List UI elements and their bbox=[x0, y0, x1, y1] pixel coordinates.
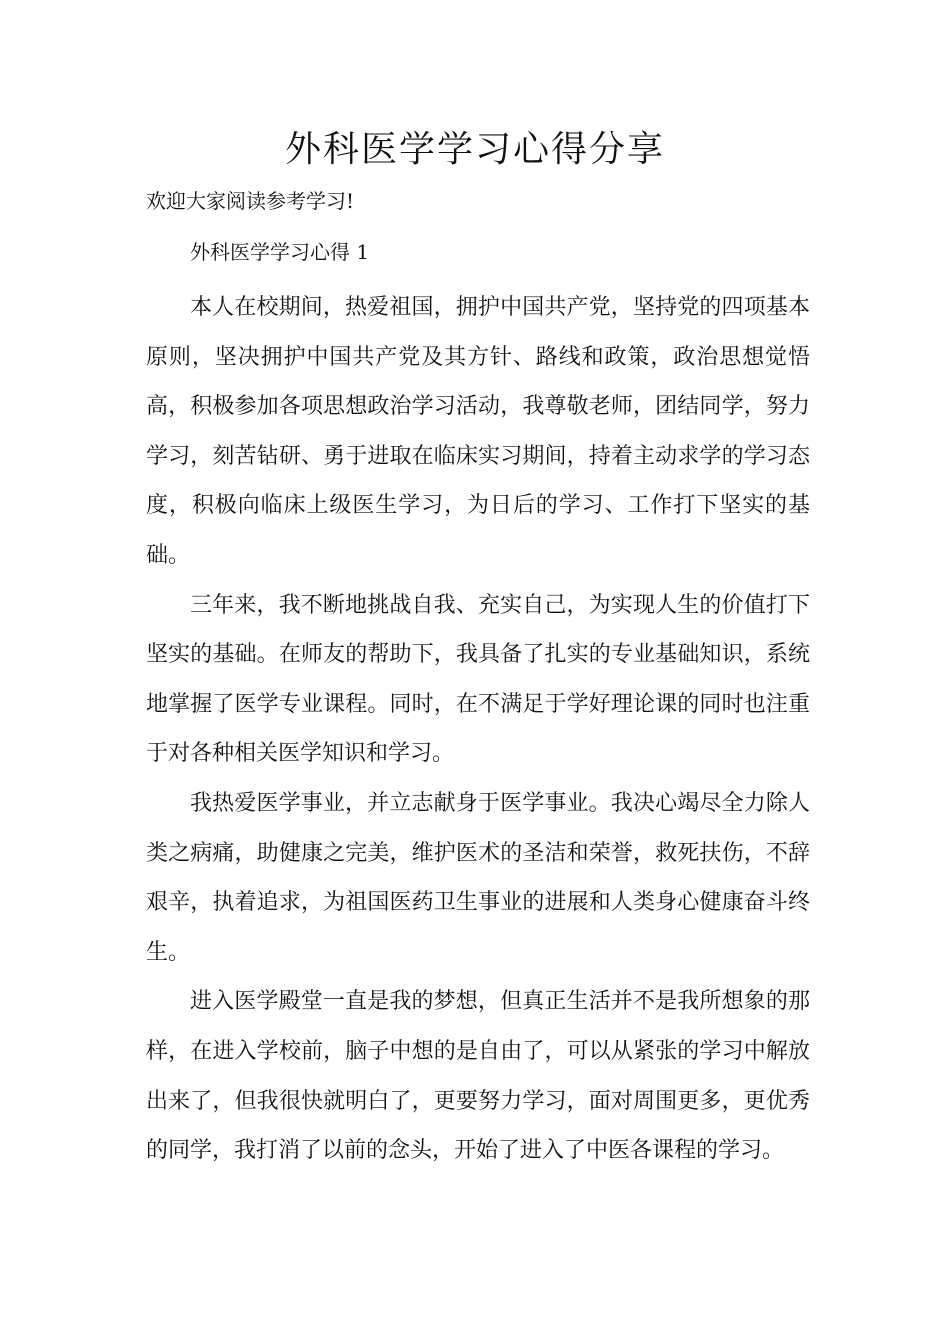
document-body bbox=[146, 283, 810, 1176]
document-title: 外科医学学习心得分享 bbox=[284, 129, 665, 170]
section-heading: 外科医学学习心得 1 bbox=[190, 240, 370, 264]
paragraph: 本人在校期间，热爱祖国，拥护中国共产党，坚持党的四项基本原则，坚决拥护中国共产党及其方针、路线和政策，政治思想觉悟高，积极参加各项思想政治学习活动，我尊敬老师，团结同学，努力学习，刻苦钻研、勇于进取在临床实习期间，持着主动求学的学习态度，积极向临床上级医生学习，为日后的学习、工作打下坚实的基础。 bbox=[146, 295, 810, 568]
paragraph: 我热爱医学事业，并立志献身于医学事业。我决心竭尽全力除人类之病痛，助健康之完美，维护医术的圣洁和荣誉，救死扶伤，不辞艰辛，执着追求，为祖国医药卫生事业的进展和人类身心健康奋斗终生。 bbox=[146, 790, 810, 965]
intro-line: 欢迎大家阅读参考学习! bbox=[146, 189, 355, 213]
paragraph: 三年来，我不断地挑战自我、充实自己，为实现人生的价值打下坚实的基础。在师友的帮助下，我具备了扎实的专业基础知识，系统地掌握了医学专业课程。同时，在不满足于学好理论课的同时也注重于对各种相关医学知识和学习。 bbox=[146, 592, 810, 767]
paragraph: 进入医学殿堂一直是我的梦想，但真正生活并不是我所想象的那样，在进入学校前，脑子中想的是自由了，可以从紧张的学习中解放出来了，但我很快就明白了，更要努力学习，面对周围更多，更优秀的同学，我打消了以前的念头，开始了进入了中医各课程的学习。 bbox=[146, 989, 810, 1164]
